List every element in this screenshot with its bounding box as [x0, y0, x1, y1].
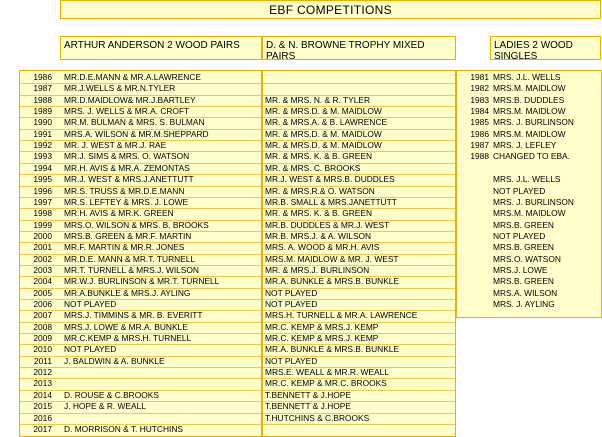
year-cell: 2003	[33, 264, 52, 275]
table-row: T.BENNETT & J.HOPE	[265, 389, 351, 400]
year-cell: 1990	[33, 117, 52, 128]
year-cell: 1984	[470, 106, 489, 117]
table-row	[457, 208, 601, 219]
table-row	[457, 95, 601, 106]
year-cell: 1985	[470, 117, 489, 128]
row-divider	[20, 299, 261, 300]
winner-cell: MRS.J. LOWE	[493, 264, 548, 275]
row-divider	[263, 117, 455, 118]
row-divider	[263, 310, 455, 311]
table-row	[20, 333, 261, 344]
row-divider	[263, 186, 455, 187]
year-cell: 1989	[33, 106, 52, 117]
winner-cell: MR.J. WEST & MRS.J.ANETTUTT	[64, 174, 194, 185]
year-cell: 1995	[33, 174, 52, 185]
table-row	[457, 186, 601, 197]
row-divider	[263, 367, 455, 368]
year-cell: 1994	[33, 162, 52, 173]
row-divider	[20, 242, 261, 243]
table-row	[457, 231, 601, 242]
winner-cell: MRS. J. WELLS & MR.A. CROFT	[64, 106, 190, 117]
table-row	[20, 129, 261, 140]
winner-cell: MRS.J. LOWE & MR.A. BUNKLE	[64, 321, 188, 332]
winner-cell: MRS.B. GREEN	[493, 242, 554, 253]
table-row: MR.B. DUDDLES & MR.J. WEST	[265, 219, 390, 230]
winner-cell: J. BALDWIN & A. BUNKLE	[64, 355, 165, 366]
row-divider	[20, 106, 261, 107]
winner-cell: CHANGED TO EBA.	[493, 151, 570, 162]
row-divider	[263, 129, 455, 130]
table-row	[457, 299, 601, 310]
table-row: MR. & MRS. C. BROOKS	[265, 162, 361, 173]
table-row: MR. & MRS.D. & M. MAIDLOW	[265, 140, 382, 151]
year-cell: 1982	[470, 83, 489, 94]
table-row: MR.C. KEMP & MRS.J. KEMP	[265, 333, 379, 344]
winner-cell: MRS. J. BURLINSON	[493, 196, 574, 207]
winner-cell: D. MORRISON & T. HUTCHINS	[64, 423, 183, 434]
row-divider	[263, 151, 455, 152]
row-divider	[20, 163, 261, 164]
table-row: MR. & MRS.D. & M. MAIDLOW	[265, 106, 382, 117]
table-row	[457, 174, 601, 185]
table-row: MR.A. BUNKLE & MRS.B. BUNKLE	[265, 276, 400, 287]
table-row	[20, 174, 261, 185]
table-row: MR.B. SMALL & MRS.JANETTUTT	[265, 196, 397, 207]
winner-cell: MR.H. AVIS & MR.A. ZEMONTAS	[64, 162, 190, 173]
table-row	[20, 95, 261, 106]
winner-cell: MRS.B. GREEN	[493, 219, 554, 230]
table-row: NOT PLAYED	[265, 287, 318, 298]
table-row	[457, 254, 601, 265]
row-divider	[20, 140, 261, 141]
table-row: MR.A. BUNKLE & MRS.B. BUNKLE	[265, 344, 400, 355]
winner-cell: MRS.B. GREEN	[493, 276, 554, 287]
year-cell: 1993	[33, 151, 52, 162]
table-row	[20, 401, 261, 412]
row-divider	[263, 95, 455, 96]
year-cell: 2001	[33, 242, 52, 253]
row-divider	[263, 322, 455, 323]
row-divider	[20, 344, 261, 345]
winner-cell: MR.D.MAIDLOW& MR.J.BARTLEY	[64, 94, 196, 105]
table-row	[20, 242, 261, 253]
table-row	[263, 83, 455, 94]
winner-cell: MRS.M. MAIDLOW	[493, 128, 566, 139]
year-cell: 2002	[33, 253, 52, 264]
row-divider	[20, 333, 261, 334]
year-cell: 1986	[33, 72, 52, 82]
table-row	[20, 106, 261, 117]
row-divider	[263, 390, 455, 391]
winner-cell: MRS. J.L. WELLS	[493, 174, 561, 185]
winner-cell: MR.H. AVIS & MR.K. GREEN	[64, 208, 174, 219]
table-row	[457, 140, 601, 151]
year-cell: 2005	[33, 287, 52, 298]
table-row	[20, 367, 261, 378]
row-divider	[20, 401, 261, 402]
table-row	[20, 231, 261, 242]
header-ladies-singles: LADIES 2 WOOD SINGLES	[490, 36, 601, 60]
table-row	[20, 378, 261, 389]
winner-cell: MR.M. BULMAN & MRS. S. BULMAN	[64, 117, 205, 128]
winner-cell: MRS.O. WATSON	[493, 253, 561, 264]
table-row	[457, 151, 601, 162]
winner-cell: MRS. J.L. WELLS	[493, 72, 561, 82]
browne-trophy-table	[262, 70, 456, 437]
winner-cell: MR.F. MARTIN & MR.R. JONES	[64, 242, 185, 253]
table-row	[20, 299, 261, 310]
table-row	[20, 413, 261, 424]
row-divider	[263, 174, 455, 175]
row-divider	[263, 163, 455, 164]
row-divider	[20, 288, 261, 289]
row-divider	[263, 83, 455, 84]
table-row: MR. & MRS. K. & B. GREEN	[265, 151, 373, 162]
row-divider	[263, 378, 455, 379]
year-cell: 1987	[470, 140, 489, 151]
winner-cell: MRS.J. TIMMINS & MR. B. EVERITT	[64, 310, 203, 321]
winner-cell: D. ROUSE & C.BROOKS	[64, 389, 159, 400]
table-row	[20, 151, 261, 162]
row-divider	[263, 299, 455, 300]
page-title: EBF COMPETITIONS	[60, 0, 601, 19]
year-cell: 1999	[33, 219, 52, 230]
winner-cell: MR.J. SIMS & MRS. O. WATSON	[64, 151, 190, 162]
table-row	[457, 265, 601, 276]
table-row: MRS.M. MAIDLOW & MR. J. WEST	[265, 253, 399, 264]
table-row	[457, 220, 601, 231]
row-divider	[20, 208, 261, 209]
table-row: MR.C. KEMP & MRS.J. KEMP	[265, 321, 379, 332]
table-row: MR. & MRS. N. & R. TYLER	[265, 94, 371, 105]
year-cell: 2012	[33, 367, 52, 378]
table-row	[20, 288, 261, 299]
year-cell: 1991	[33, 128, 52, 139]
row-divider	[263, 208, 455, 209]
winner-cell: MR.D.E.MANN & MR.A.LAWRENCE	[64, 72, 201, 82]
winner-cell: MRS.O. WILSON & MRS. B. BROOKS	[64, 219, 209, 230]
row-divider	[263, 242, 455, 243]
year-cell: 1987	[33, 83, 52, 94]
row-divider	[20, 220, 261, 221]
table-row: T.BENNETT & J.HOPE	[265, 401, 351, 412]
winner-cell: MR.D.E. MANN & MR.T. TURNELL	[64, 253, 196, 264]
winner-cell: MRS. J. LEFLEY	[493, 140, 557, 151]
row-divider	[263, 344, 455, 345]
winner-cell: MR.S. LEFTEY & MRS. J. LOWE	[64, 196, 189, 207]
winner-cell: MR.T. TURNELL & MRS.J. WILSON	[64, 264, 199, 275]
header-arthur-anderson: ARTHUR ANDERSON 2 WOOD PAIRS	[60, 36, 262, 60]
table-row	[20, 276, 261, 287]
row-divider	[20, 367, 261, 368]
table-row	[20, 424, 261, 435]
table-row	[20, 344, 261, 355]
winner-cell: MRS.M. MAIDLOW	[493, 83, 566, 94]
year-cell: 2011	[33, 355, 52, 366]
winner-cell: MRS. J. BURLINSON	[493, 117, 574, 128]
table-row	[263, 72, 455, 83]
row-divider	[20, 378, 261, 379]
table-row: MRS.E. WEALL & MR.R. WEALL	[265, 367, 389, 378]
row-divider	[20, 83, 261, 84]
table-row	[20, 197, 261, 208]
table-row	[20, 310, 261, 321]
table-row	[20, 117, 261, 128]
table-row	[20, 390, 261, 401]
table-row	[20, 186, 261, 197]
table-row: MR.C. KEMP & MR.C. BROOKS	[265, 378, 387, 389]
table-row	[20, 208, 261, 219]
year-cell: 2016	[33, 412, 52, 423]
row-divider	[263, 220, 455, 221]
year-cell: 2014	[33, 389, 52, 400]
table-row	[20, 220, 261, 231]
table-row	[20, 356, 261, 367]
row-divider	[20, 186, 261, 187]
winner-cell: MRS.B. DUDDLES	[493, 94, 565, 105]
year-cell: 1986	[470, 128, 489, 139]
row-divider	[263, 413, 455, 414]
row-divider	[263, 265, 455, 266]
row-divider	[263, 424, 455, 425]
row-divider	[20, 95, 261, 96]
row-divider	[20, 174, 261, 175]
table-row	[20, 140, 261, 151]
winner-cell: MRS. J. AYLING	[493, 299, 555, 309]
winner-cell: MRS.M. MAIDLOW	[493, 106, 566, 117]
row-divider	[20, 265, 261, 266]
row-divider	[20, 276, 261, 277]
year-cell: 1996	[33, 185, 52, 196]
table-row: MR.J. WEST & MRS.B. DUDDLES	[265, 174, 395, 185]
year-cell: 2004	[33, 276, 52, 287]
table-row	[20, 83, 261, 94]
year-cell: 2008	[33, 321, 52, 332]
year-cell: 2006	[33, 299, 52, 309]
row-divider	[20, 231, 261, 232]
row-divider	[263, 140, 455, 141]
row-divider	[20, 390, 261, 391]
row-divider	[20, 356, 261, 357]
row-divider	[20, 322, 261, 323]
winner-cell: NOT PLAYED	[64, 344, 117, 355]
table-row	[20, 72, 261, 83]
winner-cell: MR.J.WELLS & MR.N.TYLER	[64, 83, 176, 94]
table-row: MRS. A. WOOD & MR.H. AVIS	[265, 242, 380, 253]
row-divider	[263, 254, 455, 255]
row-divider	[263, 276, 455, 277]
table-row: MR. & MRS.A. & B. LAWRENCE	[265, 117, 388, 128]
table-row	[457, 72, 601, 83]
arthur-anderson-table	[19, 70, 262, 437]
table-row: MR.B. MRS.J. & A. WILSON	[265, 230, 372, 241]
winner-cell: MRS.A. WILSON	[493, 287, 558, 298]
row-divider	[20, 151, 261, 152]
row-divider	[20, 197, 261, 198]
winner-cell: MRS.B. GREEN & MR.F. MARTIN	[64, 230, 192, 241]
table-row	[457, 197, 601, 208]
year-cell: 2017	[33, 423, 52, 434]
table-row	[457, 288, 601, 299]
row-divider	[263, 401, 455, 402]
table-row	[20, 265, 261, 276]
table-row: MR. & MRS.R.& O. WATSON	[265, 185, 375, 196]
year-cell: 2000	[33, 230, 52, 241]
winner-cell: MR.A.BUNKLE & MRS.J. AYLING	[64, 287, 191, 298]
row-divider	[263, 356, 455, 357]
table-row: MR. & MRS. K. & B. GREEN	[265, 208, 373, 219]
year-cell: 2009	[33, 333, 52, 344]
table-row: NOT PLAYED	[265, 299, 318, 309]
table-row	[263, 424, 455, 435]
winner-cell: MR.W.J. BURLINSON & MR.T. TURNELL	[64, 276, 220, 287]
table-row	[457, 276, 601, 287]
row-divider	[20, 254, 261, 255]
row-divider	[20, 117, 261, 118]
table-row	[457, 106, 601, 117]
table-row	[20, 322, 261, 333]
winner-cell: J. HOPE & R. WEALL	[64, 401, 146, 412]
year-cell: 1981	[470, 72, 489, 82]
year-cell: 1998	[33, 208, 52, 219]
winner-cell: MR. J. WEST & MR.J. RAE	[64, 140, 167, 151]
table-row	[20, 163, 261, 174]
row-divider	[263, 197, 455, 198]
row-divider	[20, 413, 261, 414]
table-row	[457, 83, 601, 94]
year-cell: 1983	[470, 94, 489, 105]
winner-cell: MRS.M. MAIDLOW	[493, 208, 566, 219]
header-browne-trophy: D. & N. BROWNE TROPHY MIXED PAIRS	[262, 36, 456, 60]
winner-cell: MRS.A. WILSON & MR.M.SHEPPARD	[64, 128, 209, 139]
winner-cell: MR.S. TRUSS & MR.D.E.MANN	[64, 185, 185, 196]
table-row: MR. & MRS.J. BURLINSON	[265, 264, 370, 275]
row-divider	[263, 333, 455, 334]
table-row: NOT PLAYED	[265, 355, 318, 366]
row-divider	[263, 231, 455, 232]
table-row	[20, 254, 261, 265]
row-divider	[263, 288, 455, 289]
winner-cell: NOT PLAYED	[493, 230, 546, 241]
year-cell: 1988	[33, 94, 52, 105]
year-cell: 1992	[33, 140, 52, 151]
year-cell: 1988	[470, 151, 489, 162]
table-row	[457, 242, 601, 253]
year-cell: 2010	[33, 344, 52, 355]
table-row: MR. & MRS.D. & M. MAIDLOW	[265, 128, 382, 139]
year-cell: 2007	[33, 310, 52, 321]
year-cell: 2013	[33, 378, 52, 389]
table-row	[457, 117, 601, 128]
row-divider	[20, 310, 261, 311]
row-divider	[263, 106, 455, 107]
row-divider	[20, 129, 261, 130]
year-cell: 1997	[33, 196, 52, 207]
table-row: T.HUTCHINS & C.BROOKS	[265, 412, 370, 423]
winner-cell: NOT PLAYED	[64, 299, 117, 309]
winner-cell: MR.C.KEMP & MRS.H. TURNELL	[64, 333, 192, 344]
year-cell: 2015	[33, 401, 52, 412]
ladies-singles-table	[456, 70, 602, 318]
winner-cell: NOT PLAYED	[493, 185, 546, 196]
table-row	[457, 129, 601, 140]
table-row: MRS.H. TURNELL & MR.A. LAWRENCE	[265, 310, 418, 321]
row-divider	[20, 424, 261, 425]
